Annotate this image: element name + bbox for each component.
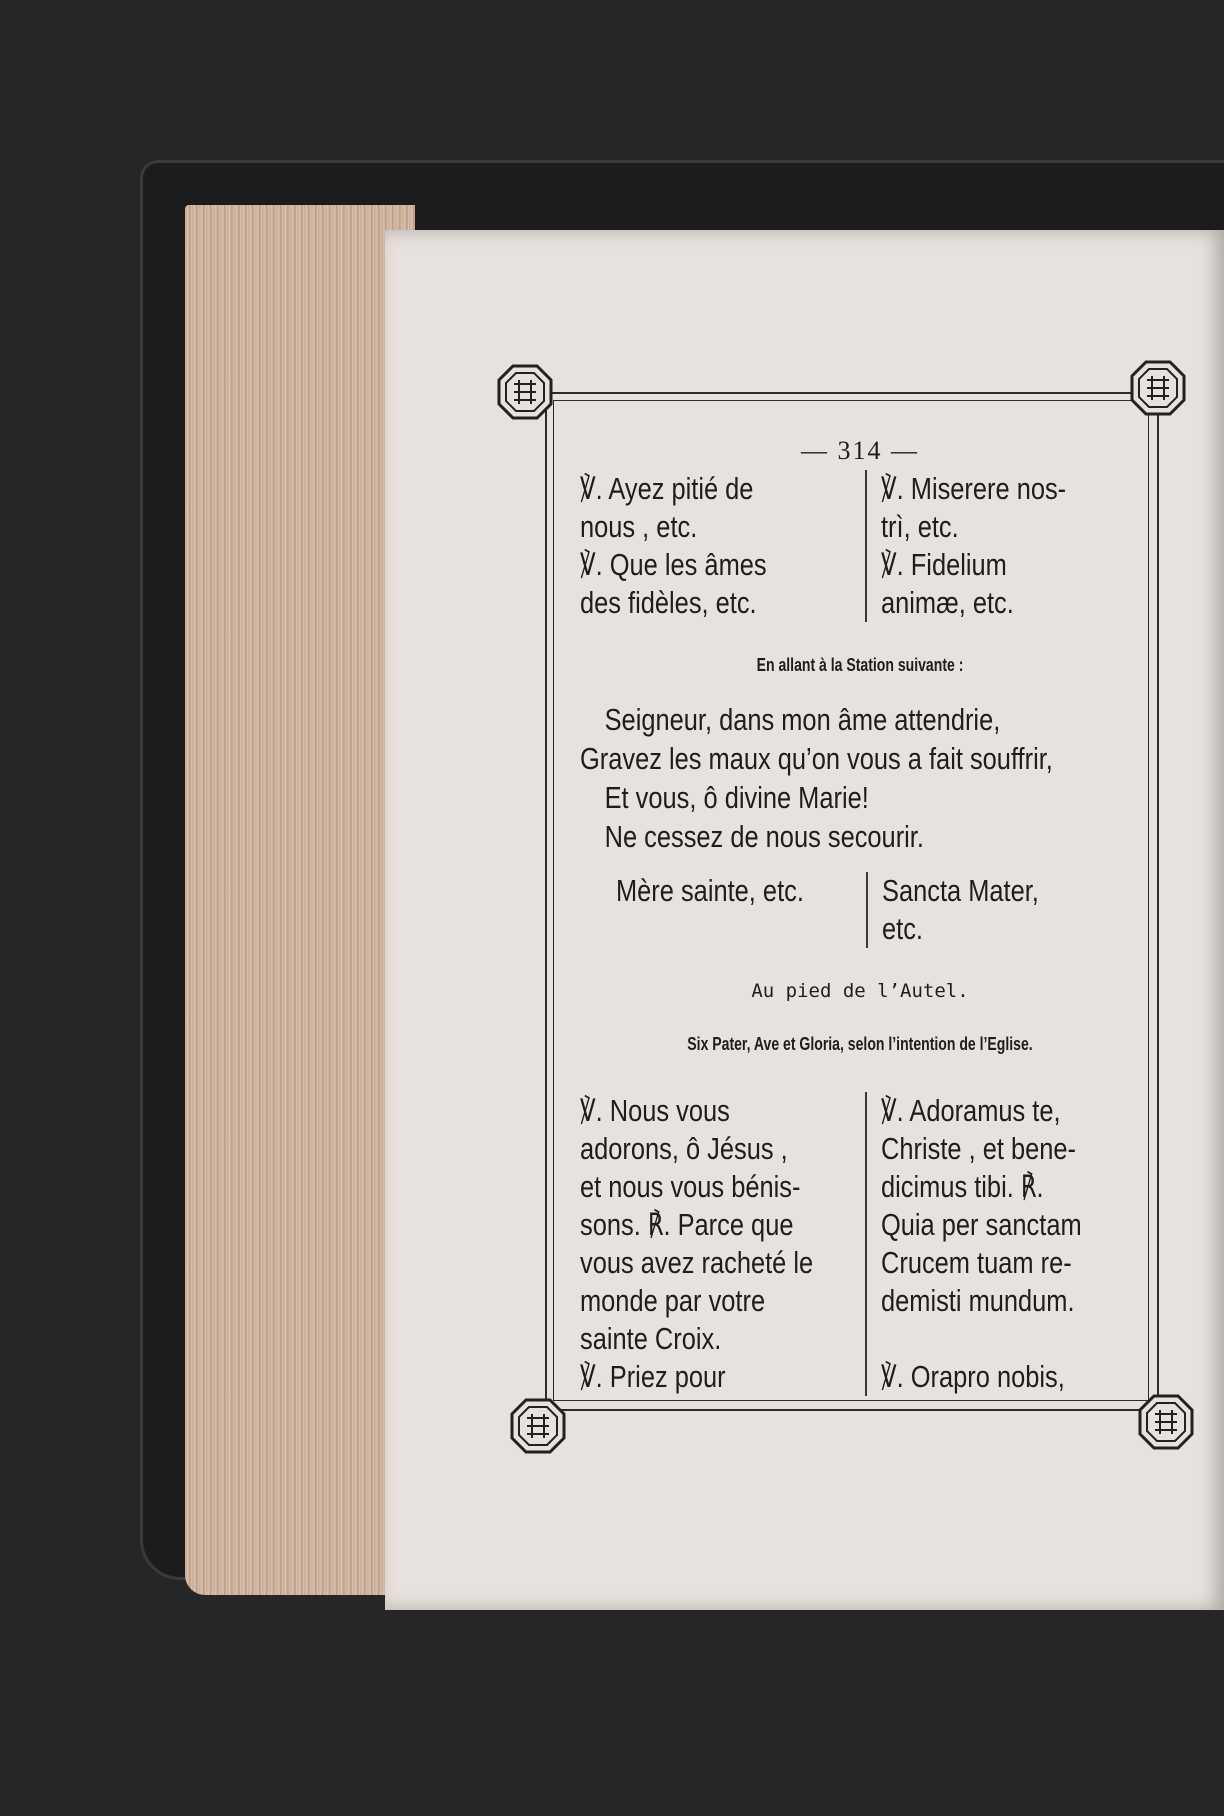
hymn-stanza — [580, 700, 1140, 856]
text-line: ℣. Orapro nobis, — [881, 1359, 1065, 1394]
text-line: trì, etc. — [881, 509, 959, 544]
page-edges — [185, 205, 415, 1595]
text-line: des fidèles, etc. — [580, 585, 757, 620]
section-heading: Au pied de l’Autel. — [751, 980, 969, 1002]
text-line: adorons, ô Jésus , — [580, 1131, 788, 1166]
caption: En allant à la Station suivante : — [756, 655, 964, 675]
text-line: animæ, etc. — [881, 585, 1014, 620]
corner-ornament-icon — [1138, 1394, 1194, 1450]
text-line: ℣. Fidelium — [881, 547, 1007, 582]
text-line: sons. ℟. Parce que — [580, 1207, 794, 1242]
french-column — [580, 1092, 865, 1396]
caption: Six Pater, Ave et Gloria, selon l’intention de l’Eglise. — [687, 1034, 1033, 1054]
hymn-line: Gravez les maux qu’on vous a fait souffrir, — [580, 741, 1053, 776]
text-line: sainte Croix. — [580, 1321, 722, 1356]
text-line: vous avez racheté le — [580, 1245, 814, 1280]
page-number: — 314 — — [801, 436, 919, 465]
hymn-line: Seigneur, dans mon âme attendrie, — [604, 702, 1001, 737]
text-line: monde par votre — [580, 1283, 766, 1318]
refrain-block — [580, 872, 1140, 948]
text-line: ℣. Miserere nos- — [881, 471, 1067, 506]
versicle-block-2 — [580, 1092, 1140, 1396]
french-column — [580, 872, 866, 948]
text-line: Mère sainte, etc. — [616, 873, 804, 908]
text-line: demisti mundum. — [881, 1283, 1075, 1318]
text-line: Quia per sanctam — [881, 1207, 1082, 1242]
latin-column — [865, 470, 1140, 622]
latin-column — [866, 872, 1140, 948]
text-line: etc. — [882, 911, 923, 946]
text-line: ℣. Adoramus te, — [881, 1093, 1061, 1128]
hymn-line: Et vous, ô divine Marie! — [604, 780, 869, 815]
versicle-block-1 — [580, 470, 1140, 622]
text-line: nous , etc. — [580, 509, 698, 544]
text-line: Sancta Mater, — [882, 873, 1039, 908]
text-line: Christe , et bene- — [881, 1131, 1076, 1166]
hymn-line: Ne cessez de nous secourir. — [604, 819, 924, 854]
text-line: ℣. Nous vous — [580, 1093, 730, 1128]
text-line — [881, 1320, 1140, 1358]
corner-ornament-icon — [497, 364, 553, 420]
text-line: ℣. Priez pour — [580, 1359, 726, 1394]
french-column — [580, 470, 865, 622]
latin-column — [865, 1092, 1140, 1396]
text-line: dicimus tibi. ℟. — [881, 1169, 1044, 1204]
text-line: ℣. Que les âmes — [580, 547, 767, 582]
text-line: ℣. Ayez pitié de — [580, 471, 754, 506]
corner-ornament-icon — [510, 1398, 566, 1454]
text-line: et nous vous bénis- — [580, 1169, 801, 1204]
corner-ornament-icon — [1130, 360, 1186, 416]
text-line: Crucem tuam re- — [881, 1245, 1072, 1280]
